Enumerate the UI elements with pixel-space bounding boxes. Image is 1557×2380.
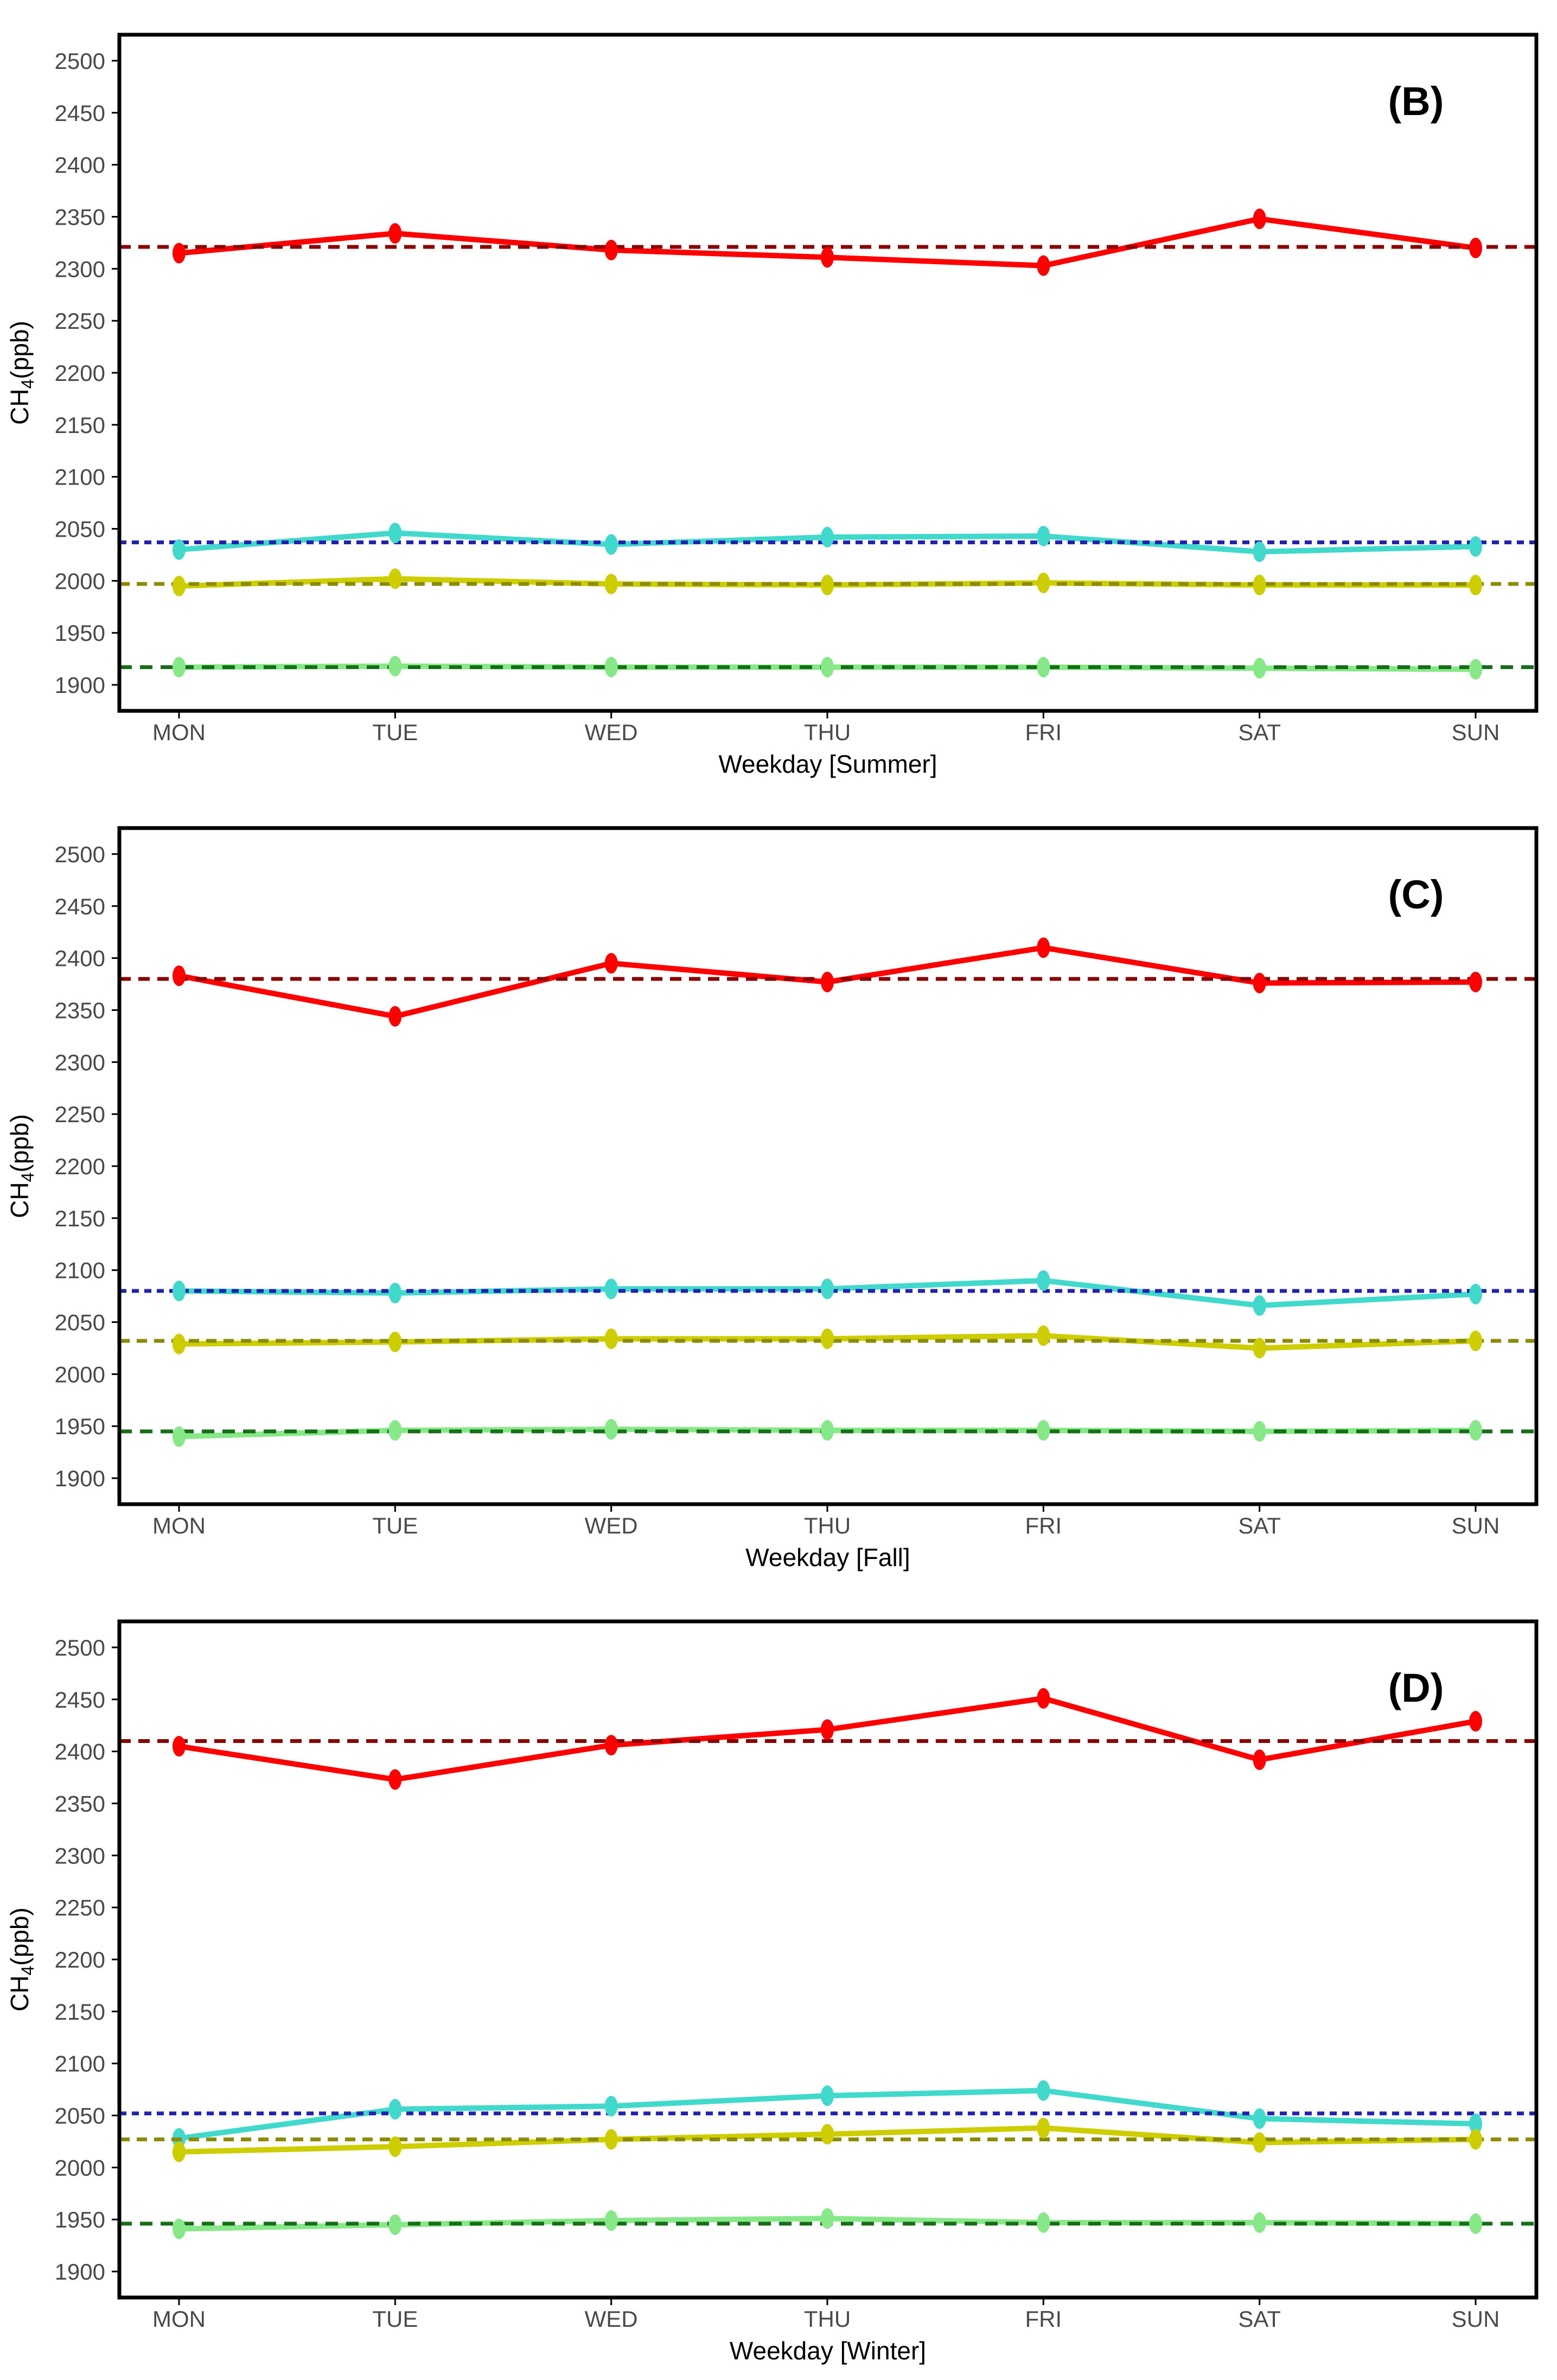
data-point-red [1469,238,1482,258]
data-point-turquoise [821,2085,834,2106]
plot-border [119,35,1536,711]
data-point-yellow [1037,1325,1050,1346]
data-point-green [821,657,834,677]
data-point-yellow [1469,2129,1482,2150]
y-tick-label: 1900 [54,2259,105,2285]
y-axis-title-unit: (ppb) [5,1907,34,1966]
panel-winter-chart [0,1587,1557,2380]
data-point-yellow [821,1328,834,1349]
y-tick-label: 2350 [54,997,105,1023]
x-tick-label: MON [152,2306,206,2332]
x-tick-label: THU [803,720,851,745]
y-tick-label: 2250 [54,1102,105,1128]
x-tick-label: WED [584,720,638,745]
x-tick-label: SAT [1238,2306,1281,2332]
x-tick-label: SUN [1451,720,1500,745]
data-point-red [388,1769,401,1790]
data-point-yellow [1037,572,1050,593]
y-axis-title-formula: CH [5,389,34,425]
data-point-green [605,2210,618,2231]
y-tick-label: 2100 [54,1257,105,1283]
data-point-turquoise [1469,536,1482,557]
x-tick-label: MON [152,720,206,745]
data-point-green [1037,1420,1050,1441]
data-point-turquoise [388,523,401,543]
panel-letter: (D) [1388,1665,1444,1710]
data-point-turquoise [605,534,618,555]
y-axis-title [5,1114,37,1218]
data-point-yellow [173,2142,186,2162]
data-point-yellow [605,2129,618,2150]
x-tick-label: FRI [1025,2306,1062,2332]
data-point-red [821,1719,834,1740]
y-tick-label: 2000 [54,1361,105,1388]
data-point-yellow [173,576,186,596]
data-point-yellow [1037,2118,1050,2139]
x-axis-title: Weekday [Summer] [718,750,937,778]
y-tick-label: 2150 [54,1999,105,2025]
y-tick-label: 2500 [54,1634,105,1660]
data-point-green [1037,2212,1050,2233]
y-tick-label: 2400 [54,1739,105,1765]
y-tick-label: 2250 [54,308,105,334]
y-tick-label: 2000 [54,2155,105,2181]
data-point-green [173,1426,186,1447]
y-axis-title-unit: (ppb) [5,1114,34,1173]
data-point-yellow [605,574,618,594]
y-tick-label: 2100 [54,464,105,490]
data-point-turquoise [605,2096,618,2116]
data-point-turquoise [1253,542,1266,562]
data-point-green [821,2208,834,2229]
y-axis-title-subscript: 4 [18,1965,37,1976]
data-point-turquoise [173,539,186,560]
y-tick-label: 2450 [54,1687,105,1713]
data-point-yellow [173,1334,186,1354]
data-point-red [1253,1749,1266,1770]
y-tick-label: 2300 [54,256,105,282]
y-tick-label: 2200 [54,360,105,386]
data-point-red [1469,972,1482,992]
y-axis-title-unit: (ppb) [5,321,34,379]
plot-border [119,828,1536,1504]
y-tick-label: 2150 [54,1205,105,1231]
data-point-red [173,965,186,986]
x-tick-label: THU [803,1513,851,1538]
panel-winter [0,1587,1557,2380]
y-tick-label: 2200 [54,1947,105,1972]
data-point-turquoise [1253,2108,1266,2129]
x-tick-label: TUE [372,720,418,745]
x-tick-label: SAT [1238,720,1281,745]
x-tick-label: WED [584,2306,638,2332]
y-tick-label: 2250 [54,1895,105,1921]
panel-summer-chart [0,0,1557,793]
data-point-red [1037,256,1050,276]
y-tick-label: 1900 [54,1466,105,1492]
data-point-red [388,1006,401,1027]
data-point-yellow [388,569,401,589]
x-tick-label: TUE [372,2306,418,2332]
data-point-green [1469,1420,1482,1441]
y-tick-label: 2350 [54,1791,105,1817]
data-point-red [1253,208,1266,229]
data-point-turquoise [821,527,834,548]
panel-letter: (C) [1388,872,1444,917]
y-tick-label: 2100 [54,2051,105,2077]
panel-summer [0,0,1557,793]
y-tick-label: 2000 [54,568,105,594]
data-point-green [1037,657,1050,677]
data-point-red [1037,1688,1050,1709]
data-point-yellow [1253,575,1266,595]
data-point-yellow [388,2136,401,2157]
y-tick-label: 2500 [54,841,105,867]
data-point-green [605,657,618,677]
data-point-red [821,247,834,268]
y-tick-label: 2350 [54,204,105,230]
data-point-turquoise [173,1281,186,1301]
data-point-turquoise [605,1278,618,1299]
x-tick-label: WED [584,1513,638,1538]
data-point-yellow [821,575,834,595]
plot [55,35,1536,745]
x-axis-title: Weekday [Winter] [729,2337,927,2365]
y-tick-label: 1950 [54,2207,105,2233]
data-point-red [1469,1711,1482,1732]
data-point-red [173,243,186,264]
data-point-turquoise [1253,1295,1266,1316]
y-tick-label: 2050 [54,1309,105,1335]
data-point-turquoise [821,1278,834,1299]
y-axis-title-subscript: 4 [18,1172,37,1182]
x-tick-label: FRI [1025,1513,1062,1538]
plot [55,1621,1536,2332]
y-tick-label: 1950 [54,620,105,646]
data-point-green [1469,659,1482,679]
data-point-yellow [1469,575,1482,595]
data-point-green [388,656,401,677]
data-point-yellow [1253,1338,1266,1358]
data-point-red [1253,973,1266,994]
data-point-green [1253,658,1266,678]
data-point-red [605,240,618,260]
y-axis-title [5,1907,37,2012]
data-point-red [821,972,834,992]
x-axis-title: Weekday [Fall] [745,1543,910,1571]
data-point-green [1253,1421,1266,1442]
data-point-yellow [388,1332,401,1352]
y-tick-label: 2400 [54,152,105,178]
data-point-turquoise [1037,1270,1050,1291]
panel-letter: (B) [1388,79,1444,124]
data-point-yellow [1469,1331,1482,1351]
data-point-yellow [605,1328,618,1349]
y-tick-label: 1950 [54,1414,105,1440]
data-point-turquoise [388,2099,401,2120]
data-point-red [388,223,401,244]
y-axis-title [5,321,37,425]
plot [55,828,1536,1538]
y-tick-label: 2150 [54,412,105,438]
y-tick-label: 1900 [54,672,105,698]
data-point-green [173,2218,186,2239]
y-tick-label: 2400 [54,945,105,971]
data-point-green [1253,2212,1266,2233]
data-point-red [605,1735,618,1755]
data-point-turquoise [1469,1284,1482,1304]
data-point-green [1469,2213,1482,2234]
data-point-green [388,2214,401,2235]
y-axis-title-subscript: 4 [18,379,37,389]
data-point-green [821,1420,834,1441]
x-tick-label: SAT [1238,1513,1281,1538]
data-point-turquoise [1037,2080,1050,2101]
x-tick-label: FRI [1025,720,1062,745]
panel-fall-chart [0,793,1557,1587]
data-point-turquoise [388,1283,401,1303]
x-tick-label: MON [152,1513,206,1538]
data-point-green [605,1419,618,1440]
y-tick-label: 2450 [54,893,105,919]
y-tick-label: 2200 [54,1154,105,1179]
data-point-red [605,953,618,973]
data-point-turquoise [1037,526,1050,546]
data-point-red [1037,937,1050,958]
data-point-green [173,657,186,677]
x-tick-label: SUN [1451,2306,1500,2332]
y-tick-label: 2300 [54,1049,105,1076]
y-tick-label: 2500 [54,48,105,74]
data-point-green [388,1420,401,1441]
x-tick-label: THU [803,2306,851,2332]
x-tick-label: TUE [372,1513,418,1538]
data-point-yellow [821,2124,834,2144]
y-tick-label: 2050 [54,2103,105,2129]
y-tick-label: 2450 [54,100,105,126]
y-axis-title-formula: CH [5,1975,34,2012]
panel-fall [0,793,1557,1587]
y-tick-label: 2050 [54,516,105,542]
data-point-red [173,1736,186,1757]
x-tick-label: SUN [1451,1513,1500,1538]
y-tick-label: 2300 [54,1843,105,1869]
y-axis-title-formula: CH [5,1182,34,1218]
data-point-yellow [1253,2132,1266,2153]
